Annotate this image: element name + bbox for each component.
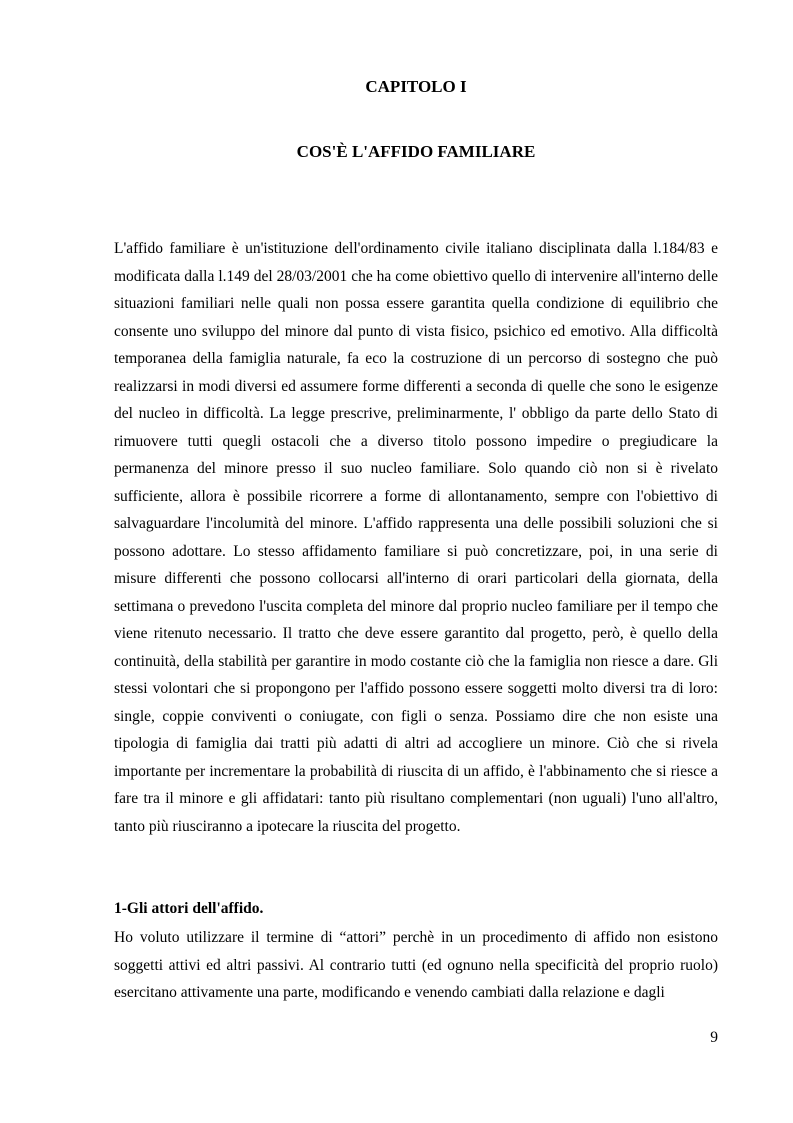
page-number: 9	[710, 1029, 718, 1046]
chapter-title: CAPITOLO I	[365, 77, 467, 96]
section-paragraph: Ho voluto utilizzare il termine di “attori” perchè in un procedimento di affido non esistono soggetti attivi ed altri passivi. Al contrario tutti (ed ognuno nella specificità del proprio ruolo) esercitano attivamente una parte, modificando e venendo cambiati dalla relazione e dagli	[114, 929, 718, 1001]
chapter-subtitle: COS'È L'AFFIDO FAMILIARE	[296, 142, 536, 161]
intro-paragraph: L'affido familiare è un'istituzione dell'ordinamento civile italiano disciplinata dalla l.184/83 e modificata dalla l.149 del 28/03/2001 che ha come obiettivo quello di intervenire all'interno delle situazioni familiari nelle quali non possa essere garantita quella condizione di equilibrio che consente uno sviluppo del minore dal punto di vista fisico, psichico ed emotivo. Alla difficoltà temporanea della famiglia naturale, fa eco la costruzione di un percorso di sostegno che può realizzarsi in modi diversi ed assumere forme differenti a seconda di quelle che sono le esigenze del nucleo in difficoltà. La legge prescrive, preliminarmente, l' obbligo da parte dello Stato di rimuovere tutti quegli ostacoli che a diverso titolo possono impedire o pregiudicare la permanenza del minore presso il suo nucleo familiare. Solo quando ciò non si è rivelato sufficiente, allora è possibile ricorrere a forme di allontanamento, sempre con l'obiettivo di salvaguardare l'incolumità del minore. L'affido rappresenta una delle possibili soluzioni che si possono adottare. Lo stesso affidamento familiare si può concretizzare, poi, in una serie di misure differenti che possono collocarsi all'interno di orari particolari della giornata, della settimana o prevedono l'uscita completa del minore dal proprio nucleo familiare per il tempo che viene ritenuto necessario. Il tratto che deve essere garantito dal progetto, però, è quello della continuità, della stabilità per garantire in modo costante ciò che la famiglia non riesce a dare. Gli stessi volontari che si propongono per l'affido possono essere soggetti molto diversi tra di loro: single, coppie conviventi o coniugate, con figli o senza. Possiamo dire che non esiste una tipologia di famiglia dai tratti più adatti di altri ad accogliere un minore. Ciò che si rivela importante per incrementare la probabilità di riuscita di un affido, è l'abbinamento che si riesce a fare tra il minore e gli affidatari: tanto più risultano complementari (non uguali) l'uno all'altro, tanto più riusciranno a ipotecare la riuscita del progetto.	[114, 240, 718, 835]
section-heading: 1-Gli attori dell'affido.	[114, 900, 264, 917]
